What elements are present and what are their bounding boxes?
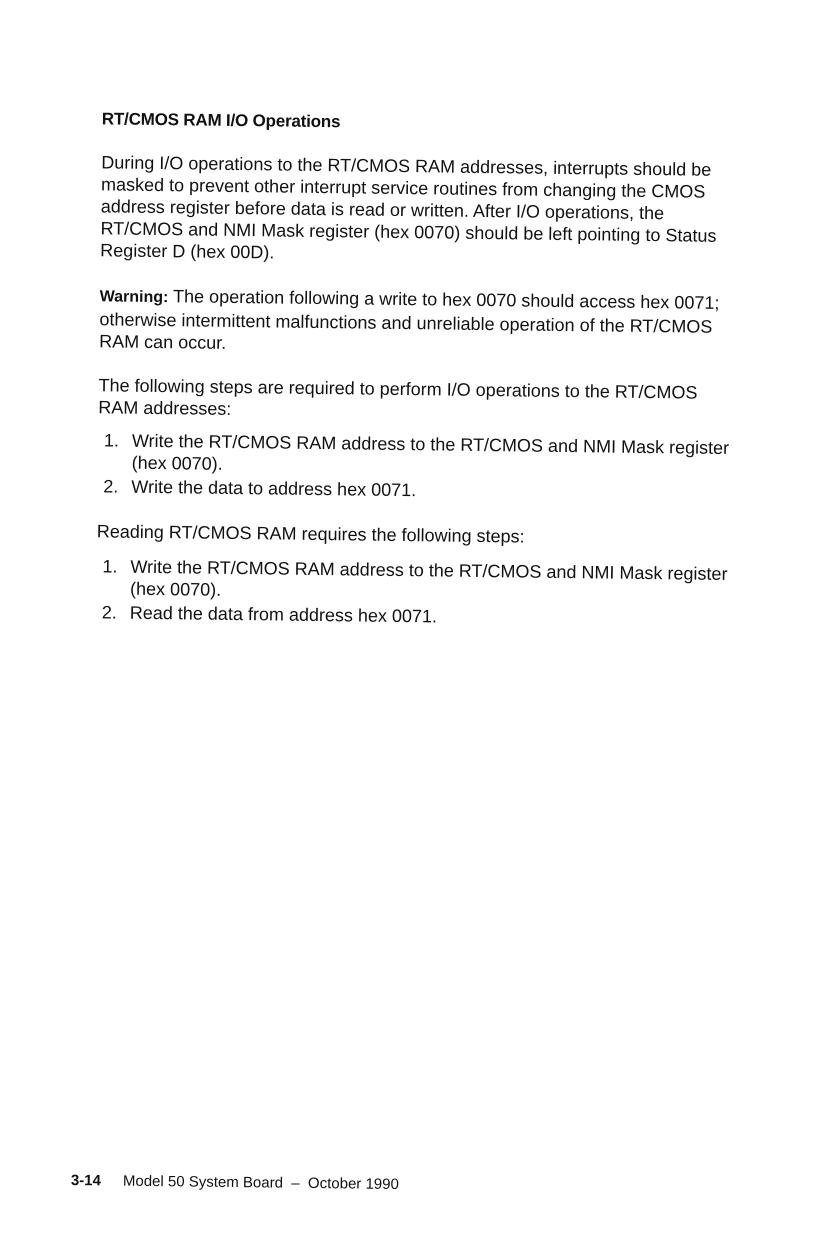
write-steps-intro: The following steps are required to perform I/O operations to the RT/CMOS RAM addresses: (98, 375, 698, 419)
write-steps-list (97, 429, 738, 507)
list-item (96, 555, 736, 607)
step-number: 1. (103, 430, 120, 451)
warning-paragraph (99, 284, 740, 360)
warning-label: Warning: (99, 288, 169, 307)
footer-title: Model 50 System Board – October 1990 (122, 1172, 399, 1194)
read-steps-intro: Reading RT/CMOS RAM requires the following steps: (96, 521, 525, 547)
list-item (98, 429, 738, 481)
section-heading: RT/CMOS RAM I/O Operations (101, 109, 341, 132)
page-footer (71, 1172, 399, 1193)
step-number: 2. (103, 476, 119, 497)
step-text: Write the RT/CMOS RAM address to the RT/CMOS and NMI Mask register (hex 0070). (129, 556, 728, 600)
page-number: 3-14 (70, 1172, 102, 1190)
step-number: 1. (102, 556, 118, 577)
warning-text: The operation following a write to hex 0070 should access hex 0071; otherwise intermittent malfunctions and unreliable operation of the RT/CMOS RAM can occur. (99, 286, 720, 353)
step-text: Write the data to address hex 0071. (131, 476, 417, 501)
step-number: 2. (101, 602, 117, 623)
read-steps-list (96, 555, 737, 633)
step-text: Read the data from address hex 0071. (129, 602, 438, 627)
step-text: Write the RT/CMOS RAM address to the RT/CMOS and NMI Mask register (hex 0070). (131, 430, 730, 474)
intro-paragraph: During I/O operations to the RT/CMOS RAM addresses, interrupts should be masked to prevent other interrupt service routines from changing the CMOS address register before data is read or written. After I/O operations, the RT/CMOS and NMI Mask register (hex 0070) should be left pointing to Status Register D (hex 00D). (100, 152, 717, 263)
